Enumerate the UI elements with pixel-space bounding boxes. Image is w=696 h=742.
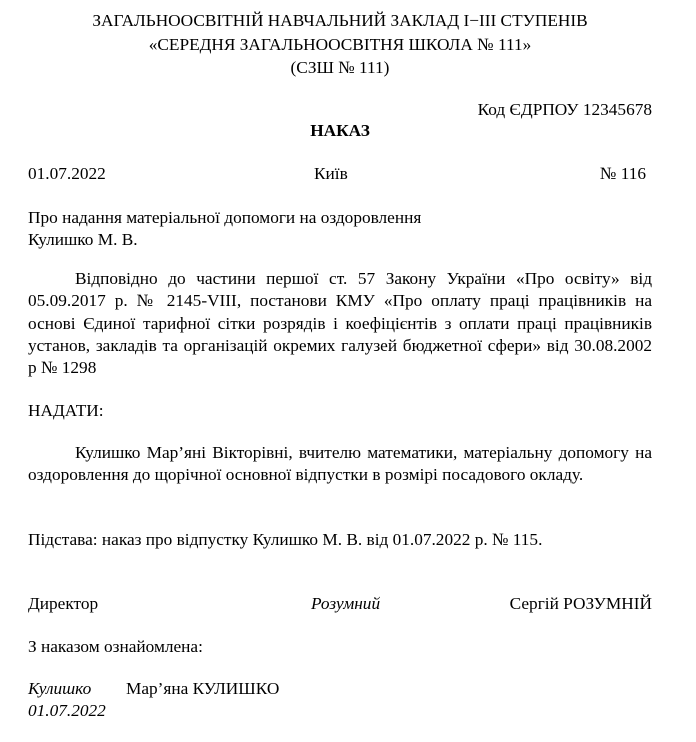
order-number: № 116	[599, 164, 646, 183]
preamble-paragraph: Відповідно до частини першої ст. 57 Закону України «Про освіту» від 05.09.2017 р. № 2145-VIII, постанови КМУ «Про оплату праці працівників на основі Єдиної тарифної сітки розрядів і коефіцієнтів з оплати праці працівників установ, закладів та організацій окремих галузей бюджетної сфери» від 30.08.2002 р № 1298	[28, 269, 652, 378]
employee-signature: Кулишко	[28, 679, 92, 698]
order-city: Київ	[314, 164, 348, 183]
directive-heading: НАДАТИ:	[28, 401, 104, 420]
document-title: НАКАЗ	[310, 121, 370, 140]
basis-line: Підстава: наказ про відпустку Кулишко М. В. від 01.07.2022 р. № 115.	[28, 530, 543, 549]
director-signature: Розумний	[311, 594, 381, 613]
directive-paragraph: Кулишко Мар’яні Вікторівні, вчителю математики, матеріальну допомогу на оздоровлення до щорічної основної відпустки в розмірі посадового окладу.	[28, 443, 652, 485]
institution-short-name: (СЗШ № 111)	[290, 58, 390, 77]
director-name: Сергій РОЗУМНІЙ	[509, 594, 652, 613]
acknowledgement-label: З наказом ознайомлена:	[28, 637, 203, 656]
institution-name-line2: «СЕРЕДНЯ ЗАГАЛЬНООСВІТНЯ ШКОЛА № 111»	[148, 35, 532, 54]
employee-name: Мар’яна КУЛИШКО	[126, 679, 280, 698]
institution-name-line1: ЗАГАЛЬНООСВІТНІЙ НАВЧАЛЬНИЙ ЗАКЛАД І−ІІІ СТУПЕНІВ	[92, 11, 588, 30]
subject-line2: Кулишко М. В.	[28, 230, 138, 249]
subject-line1: Про надання матеріальної допомоги на оздоровлення	[28, 208, 422, 227]
acknowledgement-date: 01.07.2022	[28, 701, 106, 720]
order-date: 01.07.2022	[28, 164, 106, 183]
director-position: Директор	[28, 594, 99, 613]
edrpou-code: Код ЄДРПОУ 12345678	[477, 100, 652, 119]
